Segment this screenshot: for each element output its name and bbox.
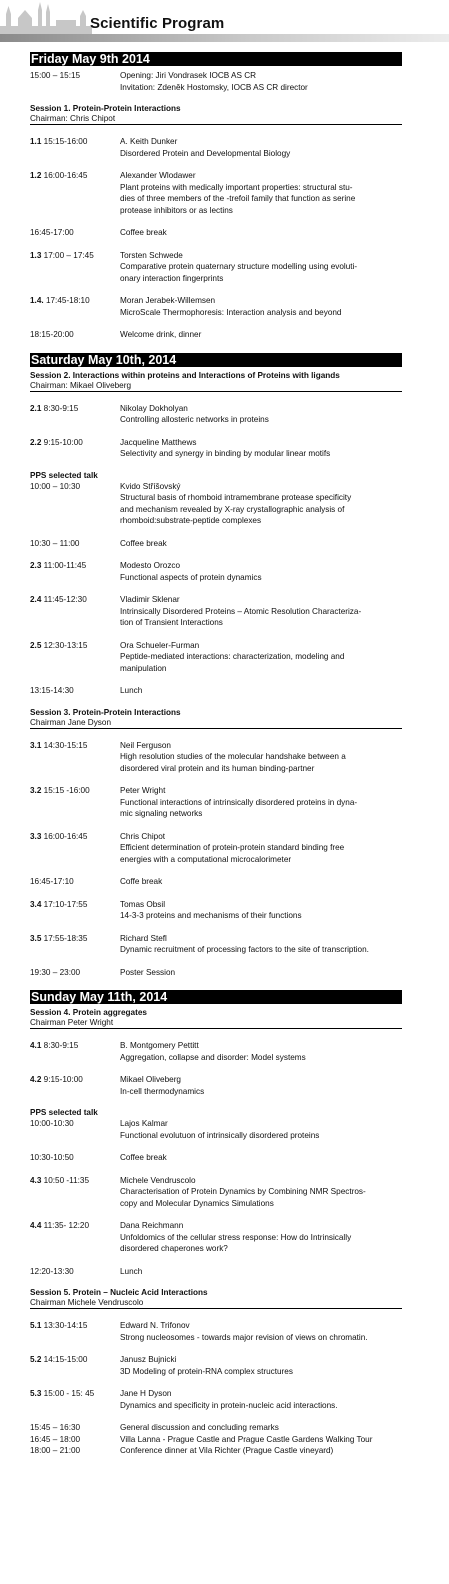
time-slot	[30, 1434, 120, 1446]
day-heading: Saturday May 10th, 2014	[30, 353, 402, 367]
time-slot	[30, 1266, 120, 1278]
spacer	[30, 774, 402, 785]
time-text: 15:00 – 15:15	[30, 71, 81, 80]
talk-row	[30, 967, 402, 979]
talk-details	[120, 70, 402, 93]
talk-details	[120, 227, 402, 239]
entry-title: B. Montgomery Pettitt	[120, 1041, 199, 1050]
time-slot	[30, 1220, 120, 1255]
spacer	[30, 1343, 402, 1354]
entry-line: High resolution studies of the molecular handshake between a	[120, 752, 346, 761]
page-header	[0, 0, 449, 42]
talk-details	[120, 170, 402, 216]
talk-row	[30, 1266, 402, 1278]
talk-number: 3.2	[30, 786, 42, 795]
spacer	[30, 978, 402, 990]
entry-title: Tomas Obsil	[120, 899, 166, 909]
entry-title: Dana Reichmann	[120, 1221, 184, 1230]
time-text: 17:10-17:55	[43, 899, 88, 909]
spacer	[30, 729, 402, 740]
entry-line: energies with a computational microcalorimeter	[120, 854, 292, 864]
time-slot	[30, 560, 120, 583]
entry-line: MicroScale Thermophoresis: Interaction analysis and beyond	[120, 307, 342, 317]
entry-line: tion of Transient Interactions	[120, 618, 223, 627]
entry-line: Structural basis of rhomboid intramembrane protease specificity	[120, 493, 352, 502]
spacer	[30, 1255, 402, 1266]
entry-title: Peter Wright	[120, 786, 166, 795]
entry-title: Nikolay Dokholyan	[120, 403, 188, 413]
talk-details	[120, 481, 402, 527]
talk-details	[120, 967, 402, 979]
time-text: 15:00 - 15: 45	[43, 1389, 95, 1398]
talk-details	[120, 1118, 402, 1141]
spacer	[30, 125, 402, 136]
spacer	[30, 820, 402, 831]
time-slot	[30, 227, 120, 239]
entry-title: Torsten Schwede	[120, 250, 183, 260]
talk-number: 3.5	[30, 933, 42, 943]
talk-row	[30, 1074, 402, 1097]
entry-text: General discussion and concluding remarks	[120, 1423, 279, 1432]
talk-number: 4.1	[30, 1041, 42, 1050]
session-title: Session 1. Protein-Protein Interactions	[30, 104, 181, 113]
talk-row	[30, 933, 402, 956]
entry-title: Ora Schueler-Furman	[120, 640, 200, 650]
time-slot	[30, 170, 120, 216]
entry-title: Poster Session	[120, 967, 176, 977]
entry-line: Disordered Protein and Developmental Biology	[120, 148, 291, 158]
talk-details	[120, 740, 402, 775]
talk-row	[30, 329, 402, 341]
time-text: 9:15-10:00	[43, 437, 83, 447]
talk-row	[30, 899, 402, 922]
entry-title: Alexander Wlodawer	[120, 171, 196, 180]
spacer	[30, 1097, 402, 1108]
talk-row	[30, 1040, 402, 1063]
talk-row	[30, 170, 402, 216]
day-heading: Friday May 9th 2014	[30, 52, 402, 66]
entry-line: Unfoldomics of the cellular stress response: How do Intrinsically	[120, 1232, 352, 1242]
talk-details	[120, 594, 402, 629]
spacer	[30, 549, 402, 560]
time-text: 18:00 – 21:00	[30, 1446, 81, 1455]
time-slot	[30, 1118, 120, 1141]
talk-details	[120, 295, 402, 318]
spacer	[30, 460, 402, 471]
talk-number: 2.3	[30, 561, 42, 570]
spacer	[30, 922, 402, 933]
talk-row	[30, 227, 402, 239]
time-text: 13:15-14:30	[30, 686, 74, 695]
time-slot	[30, 876, 120, 888]
time-slot	[30, 899, 120, 922]
entry-line: Dynamics and specificity in protein-nucleic acid interactions.	[120, 1400, 338, 1410]
time-text: 16:45-17:10	[30, 877, 74, 886]
entry-line: Dynamic recruitment of processing factors to the site of transcription.	[120, 945, 369, 954]
time-text: 12:20-13:30	[30, 1266, 74, 1276]
entry-title: Mikael Oliveberg	[120, 1075, 181, 1084]
time-text: 16:00-16:45	[43, 831, 88, 841]
spacer	[30, 392, 402, 403]
talk-number: 2.2	[30, 437, 42, 447]
spacer	[30, 318, 402, 329]
entry-line: onary interaction fingerprints	[120, 273, 224, 283]
spacer	[30, 1141, 402, 1152]
entry-line: Characterisation of Protein Dynamics by Combining NMR Spectros-	[120, 1187, 366, 1196]
time-slot	[30, 1074, 120, 1097]
session-header	[30, 104, 402, 125]
entry-title: Chris Chipot	[120, 831, 166, 841]
pps-label: PPS selected talk	[30, 470, 98, 480]
talk-details	[120, 1175, 402, 1210]
talk-number: 2.5	[30, 640, 42, 650]
talk-row	[30, 403, 402, 426]
time-slot	[30, 538, 120, 550]
time-text: 10:00-10:30	[30, 1119, 74, 1128]
time-slot	[30, 785, 120, 820]
talk-row	[30, 1220, 402, 1255]
session-header	[30, 708, 402, 729]
time-slot	[30, 1445, 120, 1457]
program	[30, 52, 402, 1457]
time-slot	[30, 1354, 120, 1377]
entry-title: Vladimir Sklenar	[120, 595, 180, 604]
talk-number: 4.3	[30, 1175, 42, 1185]
spacer	[30, 1029, 402, 1040]
talk-details	[120, 831, 402, 866]
spacer	[30, 216, 402, 227]
talk-details	[120, 1040, 402, 1063]
talk-details	[120, 437, 402, 460]
spacer	[30, 674, 402, 685]
entry-title: Lunch	[120, 686, 143, 695]
entry-line: rhomboid:substrate-peptide complexes	[120, 516, 262, 525]
spacer	[30, 1377, 402, 1388]
entry-line: 3D Modeling of protein-RNA complex structures	[120, 1366, 293, 1376]
page-title: Scientific Program	[90, 15, 225, 32]
time-text: 16:00-16:45	[43, 171, 88, 180]
entry-title: Welcome drink, dinner	[120, 330, 202, 339]
time-text: 8:30-9:15	[43, 1041, 79, 1050]
entry-line: Plant proteins with medically important properties: structural stu-	[120, 182, 353, 192]
time-text: 18:15-20:00	[30, 330, 74, 339]
schedule-row	[30, 1422, 402, 1434]
time-slot	[30, 329, 120, 341]
talk-details	[120, 1220, 402, 1255]
time-slot	[30, 1320, 120, 1343]
talk-row	[30, 876, 402, 888]
time-text: 10:50 -11:35	[43, 1175, 90, 1185]
time-text: 17:00 – 17:45	[43, 250, 94, 260]
talk-details	[120, 560, 402, 583]
schedule-row	[30, 1434, 402, 1446]
talk-number: 1.2	[30, 171, 42, 180]
time-text: 11:35- 12:20	[43, 1221, 90, 1230]
spacer	[30, 93, 402, 104]
entry-title: Kvido Stříšovský	[120, 481, 181, 491]
session-title: Session 5. Protein – Nucleic Acid Interactions	[30, 1288, 208, 1297]
talk-number: 5.1	[30, 1321, 42, 1330]
entry-line: Efficient determination of protein-protein standard binding free	[120, 843, 345, 852]
talk-row	[30, 594, 402, 629]
time-text: 10:00 – 10:30	[30, 481, 81, 491]
talk-details	[120, 1354, 402, 1377]
session-header	[30, 371, 402, 392]
talk-details	[120, 685, 402, 697]
time-slot	[30, 437, 120, 460]
entry-title: Coffe break	[120, 877, 163, 886]
spacer	[30, 527, 402, 538]
session-chair: Chairman: Mikael Oliveberg	[30, 380, 132, 390]
spacer	[30, 284, 402, 295]
talk-details	[120, 1388, 402, 1411]
talk-number: 4.4	[30, 1221, 42, 1230]
talk-details	[120, 329, 402, 341]
entry-title: Edward N. Trifonov	[120, 1321, 190, 1330]
talk-details	[120, 250, 402, 285]
time-text: 17:55-18:35	[43, 933, 88, 943]
time-slot	[30, 1422, 120, 1434]
talk-row	[30, 481, 402, 527]
session-chair: Chairman: Chris Chipot	[30, 114, 116, 123]
talk-row	[30, 538, 402, 550]
time-text: 15:15-16:00	[43, 137, 88, 146]
time-slot	[30, 295, 120, 318]
talk-row	[30, 437, 402, 460]
time-text: 17:45-18:10	[45, 296, 90, 305]
spacer	[30, 426, 402, 437]
entry-line: Invitation: Zdeněk Hostomsky, IOCB AS CR director	[120, 82, 308, 92]
session-header	[30, 1288, 402, 1309]
time-slot	[30, 1388, 120, 1411]
spacer	[30, 1277, 402, 1288]
spacer	[30, 888, 402, 899]
spacer	[30, 239, 402, 250]
talk-row	[30, 1354, 402, 1377]
entry-line: protease inhibitors or as lectins	[120, 205, 233, 215]
talk-number: 1.4.	[30, 296, 44, 305]
time-slot	[30, 740, 120, 775]
entry-title: Moran Jerabek-Willemsen	[120, 296, 216, 305]
entry-line: mic signaling networks	[120, 809, 203, 818]
entry-title: Lajos Kalmar	[120, 1119, 168, 1128]
talk-row	[30, 70, 402, 93]
entry-line: Functional interactions of intrinsically disordered proteins in dyna-	[120, 797, 358, 807]
talk-details	[120, 785, 402, 820]
entry-text: Conference dinner at Vila Richter (Prague Castle vineyard)	[120, 1446, 334, 1455]
entry-line: Controlling allosteric networks in proteins	[120, 415, 269, 424]
session-chair: Chairman Jane Dyson	[30, 717, 112, 727]
time-slot	[30, 640, 120, 675]
time-slot	[30, 1040, 120, 1063]
talk-row	[30, 685, 402, 697]
time-slot	[30, 831, 120, 866]
entry-title: Jacqueline Matthews	[120, 437, 197, 447]
time-text: 14:30-15:15	[43, 740, 88, 750]
talk-number: 2.1	[30, 403, 42, 413]
talk-row	[30, 785, 402, 820]
time-slot	[30, 70, 120, 93]
talk-number: 5.3	[30, 1389, 42, 1398]
talk-row	[30, 295, 402, 318]
time-text: 10:30-10:50	[30, 1153, 74, 1162]
entry-line: Functional aspects of protein dynamics	[120, 572, 262, 582]
session-chair: Chairman Peter Wright	[30, 1018, 114, 1027]
entry-line: copy and Molecular Dynamics Simulations	[120, 1198, 274, 1208]
talk-details	[120, 640, 402, 675]
time-text: 14:15-15:00	[43, 1355, 88, 1364]
day-heading: Sunday May 11th, 2014	[30, 990, 402, 1004]
talk-details	[120, 1266, 402, 1278]
entry-line: and mechanism revealed by X-ray crystallographic analysis of	[120, 504, 345, 514]
entry-line: Functional evolutuon of intrinsically disordered proteins	[120, 1130, 320, 1140]
time-text: 15:45 – 16:30	[30, 1423, 81, 1432]
session-title: Session 4. Protein aggregates	[30, 1008, 147, 1017]
session-header	[30, 1008, 402, 1029]
talk-details	[120, 933, 402, 956]
talk-number: 1.3	[30, 250, 42, 260]
spacer	[30, 1309, 402, 1320]
session-title: Session 2. Interactions within proteins and Interactions of Proteins with ligands	[30, 370, 340, 380]
pps-label: PPS selected talk	[30, 1108, 98, 1117]
talk-details	[120, 1152, 402, 1164]
entry-line: Intrinsically Disordered Proteins – Atomic Resolution Characteriza-	[120, 606, 362, 616]
talk-row	[30, 1175, 402, 1210]
talk-details	[120, 136, 402, 159]
talk-row	[30, 1118, 402, 1141]
time-text: 13:30-14:15	[43, 1321, 88, 1330]
entry-line: Aggregation, collapse and disorder: Model systems	[120, 1052, 306, 1062]
talk-row	[30, 136, 402, 159]
entry-line: Strong nucleosomes - towards major revision of views on chromatin.	[120, 1332, 368, 1342]
talk-number: 3.4	[30, 899, 42, 909]
entry-title: Opening: Jiri Vondrasek IOCB AS CR	[120, 71, 257, 80]
spacer	[30, 159, 402, 170]
talk-row	[30, 250, 402, 285]
talk-number: 4.2	[30, 1075, 42, 1084]
time-text: 11:45-12:30	[43, 595, 87, 604]
entry-title: Coffee break	[120, 538, 167, 548]
session-chair: Chairman Michele Vendruscolo	[30, 1298, 144, 1307]
spacer	[30, 629, 402, 640]
talk-row	[30, 560, 402, 583]
time-text: 16:45-17:00	[30, 228, 74, 237]
time-text: 19:30 – 23:00	[30, 967, 81, 977]
spacer	[30, 1164, 402, 1175]
time-text: 10:30 – 11:00	[30, 538, 80, 548]
entry-title: Michele Vendruscolo	[120, 1175, 196, 1185]
talk-number: 1.1	[30, 137, 42, 146]
talk-number: 2.4	[30, 595, 42, 604]
time-slot	[30, 933, 120, 956]
time-text: 11:00-11:45	[43, 561, 87, 570]
spacer	[30, 697, 402, 708]
talk-row	[30, 1320, 402, 1343]
talk-row	[30, 831, 402, 866]
entry-line: Comparative protein quaternary structure modelling using evoluti-	[120, 262, 358, 271]
entry-title: Jane H Dyson	[120, 1389, 172, 1398]
talk-number: 5.2	[30, 1355, 42, 1364]
entry-text: Villa Lanna - Prague Castle and Prague Castle Gardens Walking Tour	[120, 1434, 373, 1444]
talk-details	[120, 899, 402, 922]
session-title: Session 3. Protein-Protein Interactions	[30, 707, 181, 717]
time-text: 8:30-9:15	[43, 403, 79, 413]
spacer	[30, 583, 402, 594]
spacer	[30, 1209, 402, 1220]
talk-row	[30, 740, 402, 775]
spacer	[30, 956, 402, 967]
entry-line: manipulation	[120, 663, 167, 673]
talk-row	[30, 1152, 402, 1164]
header-band	[0, 34, 449, 42]
time-slot	[30, 685, 120, 697]
time-text: 15:15 -16:00	[43, 786, 90, 795]
entry-line: disordered chaperones work?	[120, 1244, 228, 1253]
entry-line: In-cell thermodynamics	[120, 1086, 205, 1096]
talk-number: 3.3	[30, 831, 42, 841]
entry-line: Peptide-mediated interactions: characterization, modeling and	[120, 652, 345, 661]
entry-title: Richard Stefl	[120, 933, 167, 943]
time-slot	[30, 481, 120, 527]
entry-title: Modesto Orozco	[120, 561, 181, 570]
entry-line: disordered viral protein and its human binding-partner	[120, 763, 315, 773]
spacer	[30, 1063, 402, 1074]
time-slot	[30, 403, 120, 426]
entry-line: Selectivity and synergy in binding by modular linear motifs	[120, 449, 331, 458]
talk-details	[120, 1074, 402, 1097]
time-text: 16:45 – 18:00	[30, 1434, 81, 1444]
entry-title: Neil Ferguson	[120, 740, 171, 750]
time-slot	[30, 1175, 120, 1210]
talk-details	[120, 1320, 402, 1343]
entry-title: Janusz Bujnicki	[120, 1355, 177, 1364]
entry-title: Lunch	[120, 1266, 143, 1276]
time-slot	[30, 136, 120, 159]
talk-row	[30, 640, 402, 675]
entry-line: 14-3-3 proteins and mechanisms of their functions	[120, 911, 302, 920]
spacer	[30, 341, 402, 353]
time-slot	[30, 1152, 120, 1164]
entry-title: Coffee break	[120, 1153, 167, 1162]
entry-title: A. Keith Dunker	[120, 137, 178, 146]
time-slot	[30, 967, 120, 979]
talk-details	[120, 876, 402, 888]
schedule-row	[30, 1445, 402, 1457]
entry-title: Coffee break	[120, 228, 167, 237]
entry-line: dies of three members of the -trefoil family that function as serine	[120, 194, 356, 203]
time-slot	[30, 250, 120, 285]
talk-details	[120, 538, 402, 550]
time-slot	[30, 594, 120, 629]
time-text: 12:30-13:15	[43, 640, 88, 650]
talk-row	[30, 1388, 402, 1411]
spacer	[30, 865, 402, 876]
talk-details	[120, 403, 402, 426]
time-text: 9:15-10:00	[43, 1075, 83, 1084]
spacer	[30, 1411, 402, 1422]
talk-number: 3.1	[30, 740, 42, 750]
